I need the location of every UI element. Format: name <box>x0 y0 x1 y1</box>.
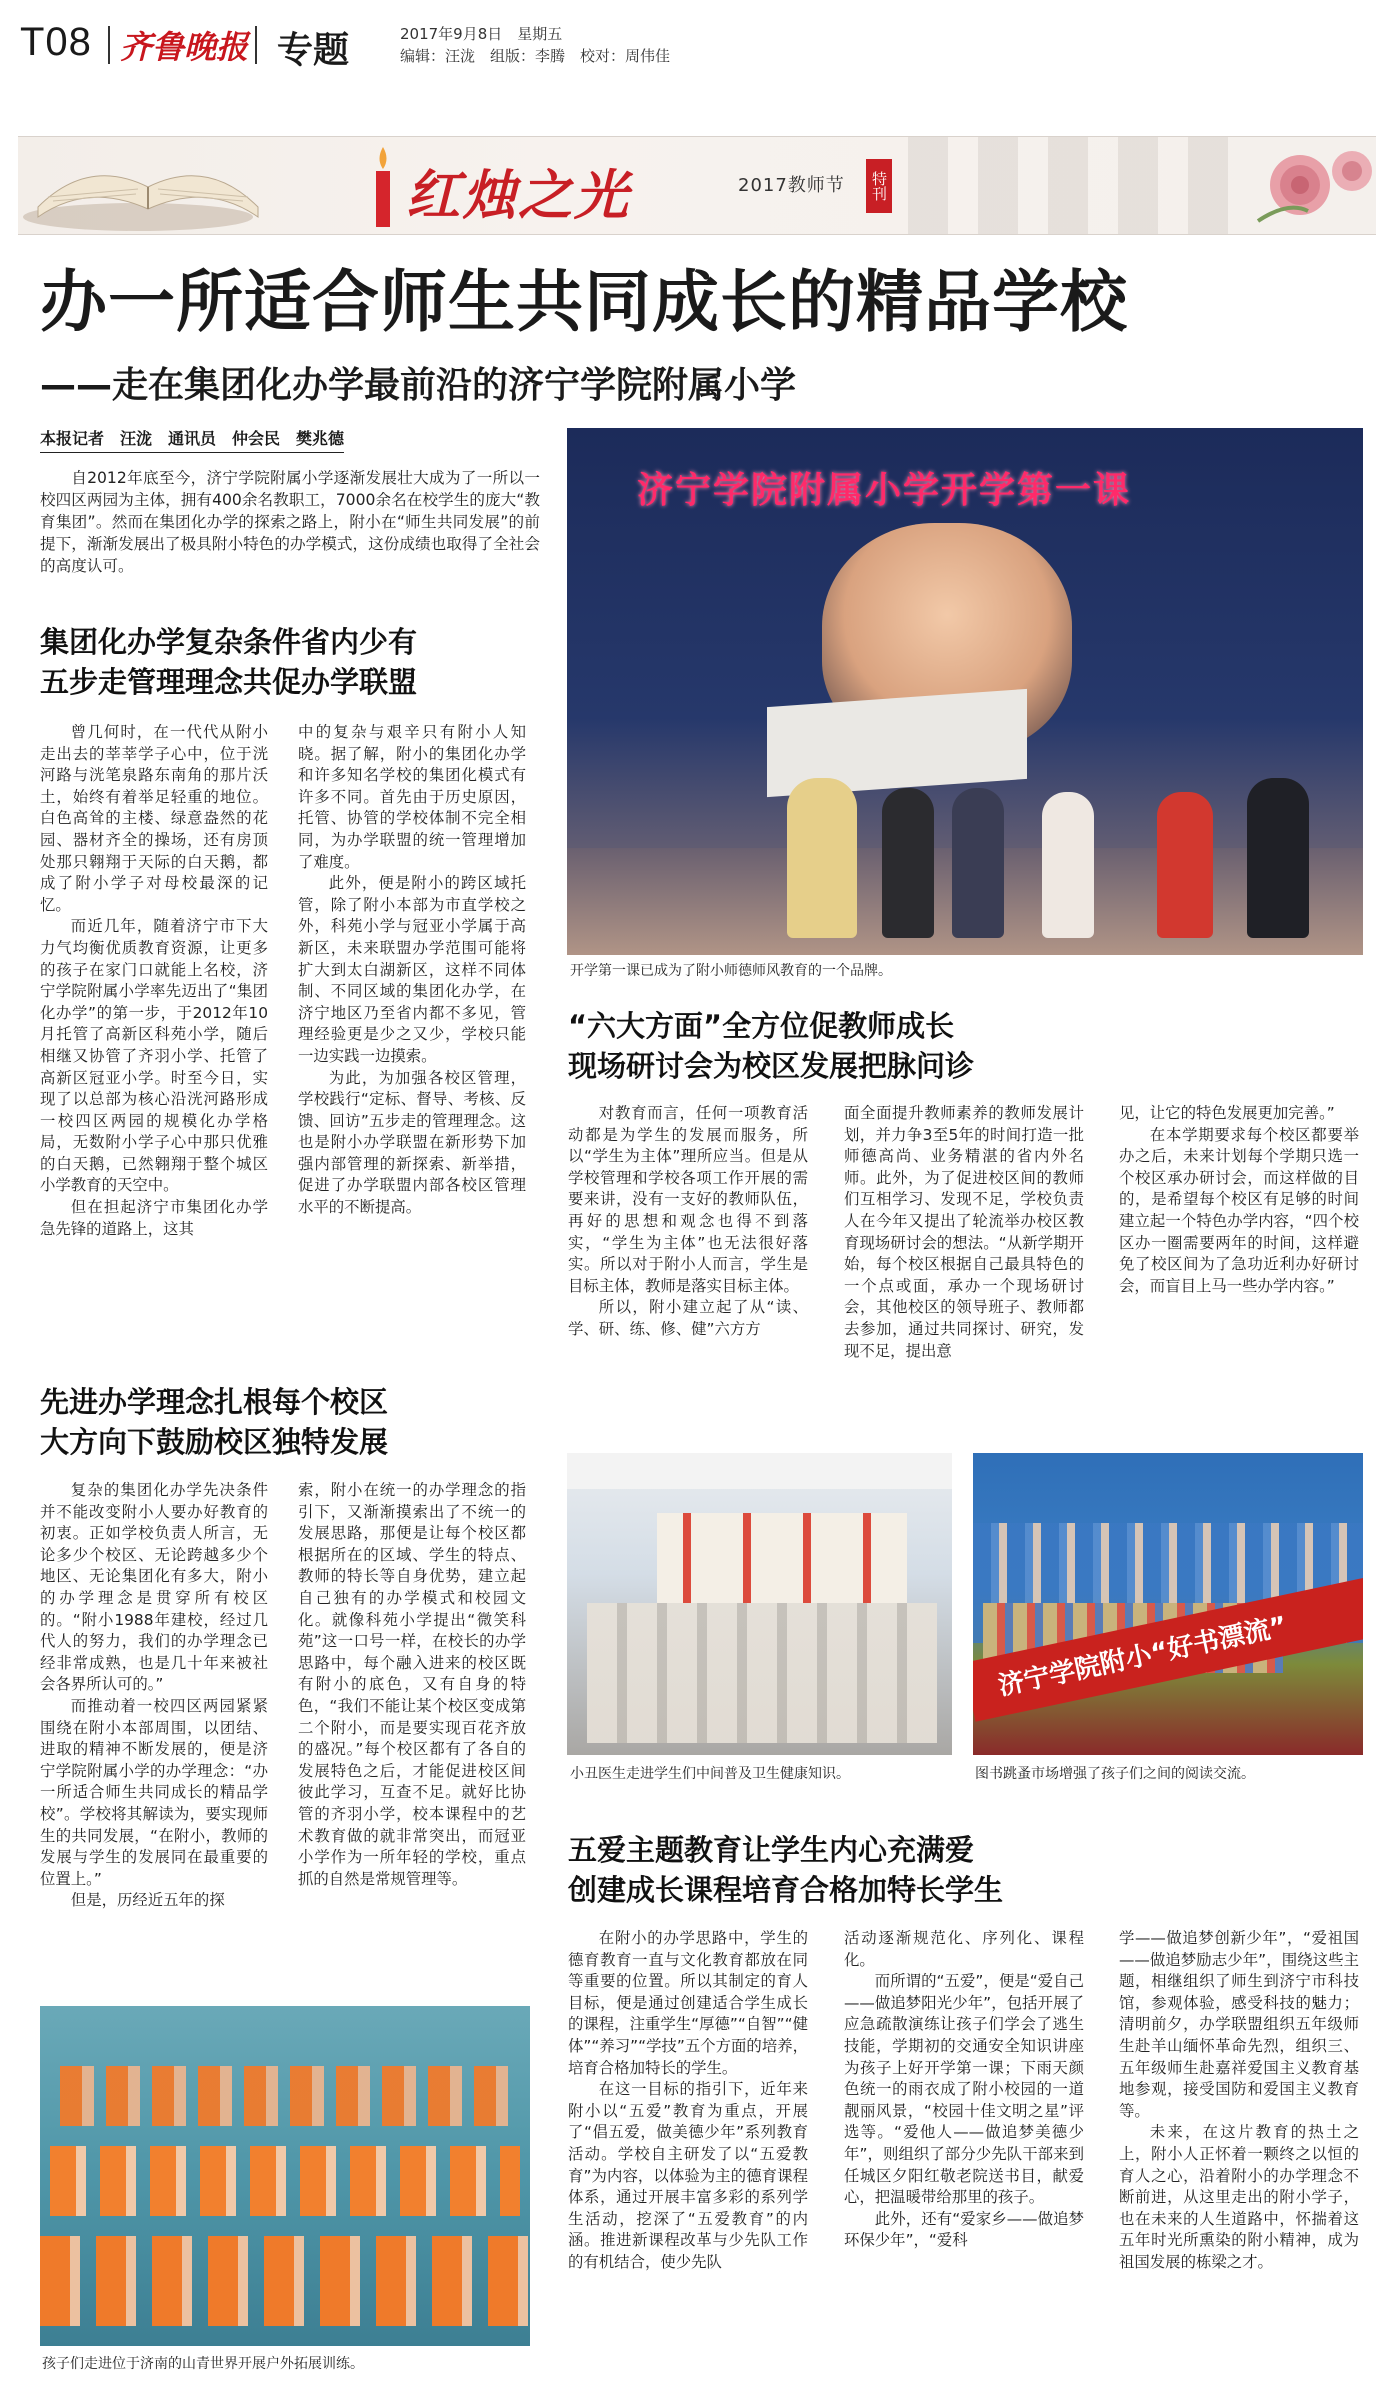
section1-col1 <box>40 722 268 1240</box>
byline: 本报记者 汪泷 通讯员 仲会民 樊兆德 <box>40 426 344 453</box>
paragraph: 在本学期要求每个校区都要举办之后，未来计划每个学期只选一个校区承办研讨会，而这样做的目的，是希望每个校区有足够的时间建立起一个特色办学内容，“四个校区办一圈需要两年的时间，这样避免了校区间为了急功近利办好研讨会，而盲目上马一些办学内容。” <box>1119 1125 1359 1295</box>
paragraph: 见，让它的特色发展更加完善。” <box>1119 1104 1335 1122</box>
paragraph: 复杂的集团化办学先决条件并不能改变附小人要办好教育的初衷。正如学校负责人所言，无论多少个校区、无论跨越多少个地区、无论集团化有多大，附小的办学理念是贯穿所有校区的。“附小1988年建校，经过几代人的努力，我们的办学理念已经非常成熟，也是几十年来被社会各界所认可的。” <box>40 1481 268 1694</box>
stage-screen-text: 济宁学院附属小学开学第一课 <box>637 470 1132 511</box>
page-header <box>0 0 1394 80</box>
paragraph: 但是，历经近五年的探 <box>70 1891 225 1910</box>
paragraph: 索，附小在统一的办学理念的指引下，又渐渐摸索出了不统一的发展思路，那便是让每个校区都根据所在的区域、学生的特点、教师的特长等自身优势，建立起自己独有的办学模式和校园文化。就像科苑小学提出“微笑科苑”这一口号一样，在校长的办学思路中，每个融入进来的校区既有附小的底色，又有自身的特色，“我们不能让某个校区变成第二个附小，而是要实现百花齐放的盛况。”每个校区都有了各自的发展特色之后，才能促进校区间彼此学习，互查不足。就好比协管的齐羽小学，校本课程中的艺术教育做的就非常突出，而冠亚小学作为一所年轻的学校，重点抓的自然是常规管理等。 <box>298 1481 526 1888</box>
paragraph: 而近几年，随着济宁市下大力气均衡优质教育资源，让更多的孩子在家门口就能上名校，济宁学院附属小学率先迈出了“集团化办学”的第一步，于2012年10月托管了高新区科苑小学，随后相继又协管了齐羽小学、托管了高新区冠亚小学。时至今日，实现了以总部为核心沿洸河路形成一校四区两园的规模化办学格局，无数附小学子心中那只优雅的白天鹅，已然翱翔于整个城区小学教育的天空中。 <box>40 917 268 1195</box>
paragraph: 在这一目标的指引下，近年来附小以“五爱”教育为重点，开展了“倡五爱，做美德少年”系列教育活动。学校自主研发了以“五爱教育”为内容，以体验为主的德育课程体系，通过开展丰富多彩的系列学生活动，挖深了“五爱教育”的内涵。推进新课程改革与少先队工作的有机结合，使少先队 <box>568 2080 808 2271</box>
photo-caption: 小丑医生走进学生们中间普及卫生健康知识。 <box>570 1766 850 1782</box>
section-title-line: 五爱主题教育让学生内心充满爱 <box>568 1833 975 1867</box>
paper-logo: 齐鲁晚报 <box>120 28 249 66</box>
section3-col1 <box>568 1103 808 1341</box>
paragraph: 但在担起济宁市集团化办学急先锋的道路上，这其 <box>40 1198 268 1238</box>
paragraph: 此外，还有“爱家乡——做追梦环保少年”，“爱科 <box>844 2209 1084 2250</box>
paragraph: 在附小的办学思路中，学生的德育教育一直与文化教育都放在同等重要的位置。所以其制定的育人目标，便是通过创建适合学生成长的课程，注重学生“厚德”“自智”“健体”“养习”“学技”五个方面的培养，培育合格加特长的学生。 <box>568 1929 808 2077</box>
candle-icon <box>368 143 398 229</box>
paragraph: 学——做追梦创新少年”，“爱祖国——做追梦励志少年”，围绕这些主题，相继组织了师生到济宁市科技馆，参观体验，感受科技的魅力；清明前夕，办学联盟组织五年级师生赴羊山缅怀革命先烈，组织三、五年级师生赴嘉祥爱国主义教育基地参观，接受国防和爱国主义教育等。 <box>1119 1929 1359 2120</box>
page-number: T08 <box>20 20 92 64</box>
lead-paragraph <box>40 467 540 577</box>
section1-title <box>40 622 560 702</box>
photo-opening-ceremony <box>567 428 1363 955</box>
paragraph: 面全面提升教师素养的教师发展计划，并力争3至5年的时间打造一批师德高尚、业务精湛的省内外名师。此外，为了促进校区间的教师们互相学习、发现不足，学校负责人在今年又提出了轮流举办校区教育现场研讨会的想法。“从新学期开始，每个校区根据自己最具特色的一个点或面，承办一个现场研讨会，其他校区的领导班子、教师都去参加，通过共同探讨、研究，发现不足，提出意 <box>844 1104 1084 1360</box>
paragraph: 而所谓的“五爱”，便是“爱自己——做追梦阳光少年”，包括开展了应急疏散演练让孩子们学会了逃生技能，学期初的交通安全知识讲座为孩子上好开学第一课；下雨天颜色统一的雨衣成了附小校园的一道靓丽风景，“校园十佳文明之星”评选等。“爱他人——做追梦美德少年”，则组织了部分少先队干部来到任城区夕阳红敬老院送书目，献爱心，把温暖带给那里的孩子。 <box>844 1972 1084 2207</box>
rose-icon <box>1248 141 1376 231</box>
section-title-line: 先进办学理念扎根每个校区 <box>40 1385 389 1419</box>
photo-clown-doctors <box>567 1453 952 1755</box>
section3-col2 <box>844 1103 1084 1362</box>
banner-tag: 特刊 <box>866 159 892 213</box>
paragraph: 此外，便是附小的跨区域托管，除了附小本部为市直学校之外，科苑小学与冠亚小学属于高新区，未来联盟办学范围可能将扩大到太白湖新区，这样不同体制、不同区域的集团化办学，在济宁地区乃至省内都不多见，管理经验更是少之又少，学校只能一边实践一边摸索。 <box>298 874 526 1065</box>
photo-outdoor-training <box>40 2006 530 2346</box>
book-illustration <box>18 137 278 234</box>
section1-col2 <box>298 722 526 1219</box>
stage-people <box>787 728 1347 948</box>
paragraph: 对教育而言，任何一项教育活动都是为学生的发展而服务，所以“学生为主体”理所应当。但是从学校管理和学校各项工作开展的需要来讲，没有一支好的教师队伍，再好的思想和观念也得不到落实，“学生为主体”也无法很好落实。所以对于附小人而言，学生是目标主体，教师是落实目标主体。 <box>568 1104 808 1295</box>
divider-bar <box>255 26 257 64</box>
section-title-line: 五步走管理理念共促办学联盟 <box>40 665 418 699</box>
banner-calligraphy: 红烛之光 <box>406 163 630 227</box>
section-name: 专题 <box>277 30 350 71</box>
section-title-line: 集团化办学复杂条件省内少有 <box>40 625 418 659</box>
section3-col3 <box>1119 1103 1359 1297</box>
banner-watermark <box>908 136 1238 235</box>
paragraph: 所以，附小建立起了从“读、学、研、练、修、健”六方方 <box>568 1298 808 1338</box>
article-subtitle: ——走在集团化办学最前沿的济宁学院附属小学 <box>40 365 797 406</box>
photo-caption: 图书跳蚤市场增强了孩子们之间的阅读交流。 <box>975 1766 1255 1782</box>
banner-strip-text: 济宁学院附小“好书漂流” <box>995 1611 1290 1702</box>
lead-text: 自2012年底至今，济宁学院附属小学逐渐发展壮大成为了一所以一校四区两园为主体，拥有400余名教职工，7000余名在校学生的庞大“教育集团”。然而在集团化办学的探索之路上，附小在“师生共同发展”的前提下，渐渐发展出了极具附小特色的办学模式，这份成绩也取得了全社会的高度认可。 <box>40 469 540 575</box>
section4-title <box>568 1830 1348 1910</box>
section2-col1 <box>40 1480 268 1912</box>
date-line: 2017年9月8日 星期五 <box>400 25 563 43</box>
paragraph: 而推动着一校四区两园紧紧围绕在附小本部周围，以团结、进取的精神不断发展的，便是济宁学院附属小学的办学理念：“办一所适合师生共同成长的精品学校”。学校将其解读为，要实现师生的共同发展，“在附小，教师的发展与学生的发展同在最重要的位置上。” <box>40 1696 268 1888</box>
section-title-line: 现场研讨会为校区发展把脉问诊 <box>568 1049 975 1083</box>
photo-caption: 孩子们走进位于济南的山青世界开展户外拓展训练。 <box>42 2356 364 2372</box>
section4-col1 <box>568 1928 808 2274</box>
paragraph: 中的复杂与艰辛只有附小人知晓。据了解，附小的集团化办学和许多知名学校的集团化模式有许多不同。首先由于历史原因，托管、协管的学校体制不完全相同，为办学联盟的统一管理增加了难度。 <box>298 723 526 871</box>
section-title-line: 大方向下鼓励校区独特发展 <box>40 1425 389 1459</box>
section4-col3 <box>1119 1928 1359 2274</box>
section3-title <box>568 1006 1268 1086</box>
photo-book-market <box>973 1453 1363 1755</box>
paragraph: 曾几何时，在一代代从附小走出去的莘莘学子心中，位于洸河路与洸笔泉路东南角的那片沃土，始终有着举足轻重的地位。白色高耸的主楼、绿意盎然的花园、器材齐全的操场，还有房顶处那只翱翔于天际的白天鹅，都成了附小学子对母校最深的记忆。 <box>40 723 268 914</box>
section-title-line: “六大方面”全方位促教师成长 <box>568 1009 955 1043</box>
section2-col2 <box>298 1480 526 1890</box>
banner-label: 2017教师节 <box>738 175 845 196</box>
divider-bar <box>108 26 110 64</box>
paragraph: 未来，在这片教育的热土之上，附小人正怀着一颗终之以恒的育人之心，沿着附小的办学理念不断前进，从这里走出的附小学子，也在未来的人生道路中，怀揣着这五年时光所熏染的附小精神，成为祖国发展的栋梁之才。 <box>1119 2123 1359 2271</box>
article-title: 办一所适合师生共同成长的精品学校 <box>40 263 1128 341</box>
section2-title <box>40 1382 560 1462</box>
photo-caption: 开学第一课已成为了附小师德师风教育的一个品牌。 <box>570 963 892 979</box>
editor-line: 编辑：汪泷 组版：李腾 校对：周伟佳 <box>400 47 671 65</box>
section4-col2 <box>844 1928 1084 2252</box>
section-title-line: 创建成长课程培育合格加特长学生 <box>568 1873 1004 1907</box>
paragraph: 活动逐渐规范化、序列化、课程化。 <box>844 1929 1084 1969</box>
paragraph: 为此，为加强各校区管理，学校践行“定标、督导、考核、反馈、回访”五步走的管理理念。这也是附小办学联盟在新形势下加强内部管理的新探索、新举措，促进了办学联盟内部各校区管理水平的不断提高。 <box>298 1068 526 1217</box>
special-banner <box>18 136 1376 235</box>
